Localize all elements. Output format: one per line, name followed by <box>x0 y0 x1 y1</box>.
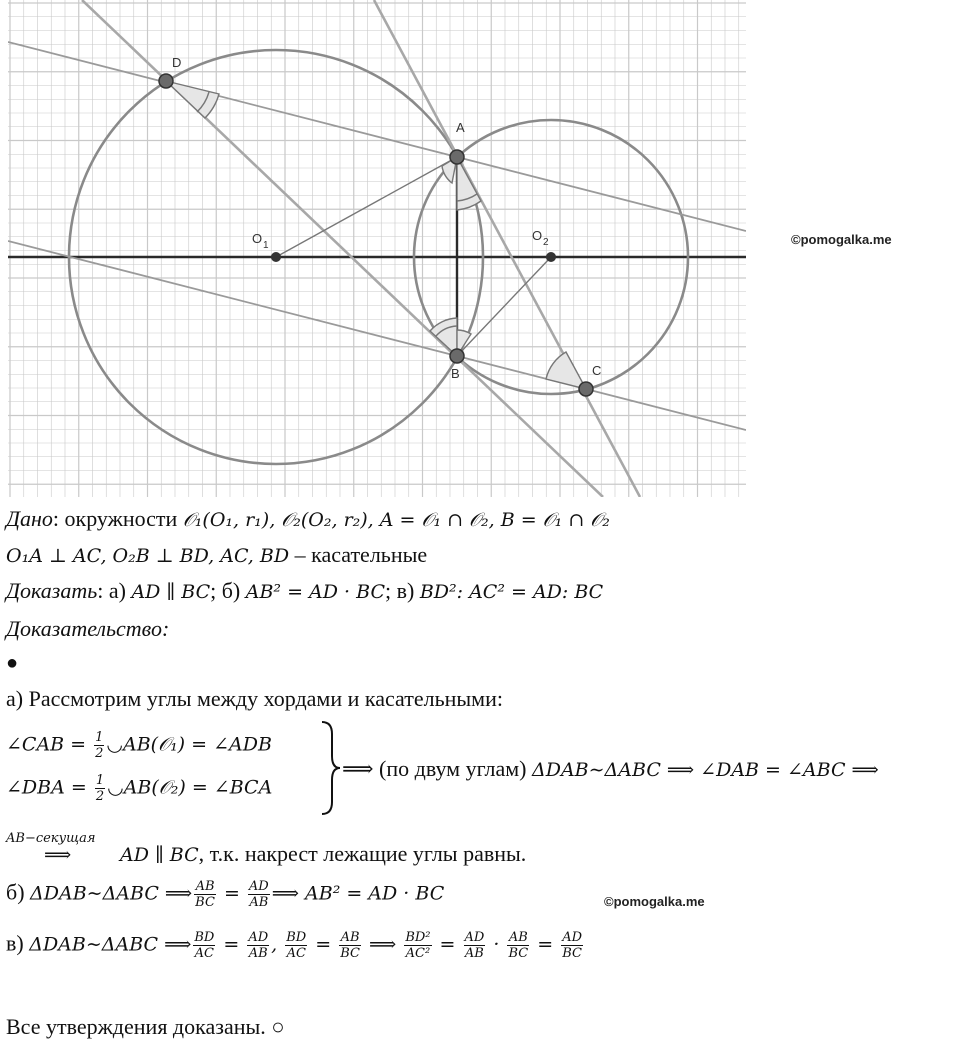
eq2-left: ∠DBA = <box>6 776 93 799</box>
parallel-line <box>44 841 71 867</box>
given-formula-2: O₁A ⊥ AC, O₂B ⊥ BD, AC, BD <box>6 545 290 567</box>
fraction-ad-ab: $\frac{AD}{AB}$ <box>248 879 269 910</box>
eq1 <box>6 730 272 761</box>
grid <box>8 0 746 497</box>
step-c-formula-1: ΔDAB∼ΔABC ⟹ <box>29 933 192 956</box>
prove-b-formula: AB² = AD · BC <box>245 581 385 603</box>
prove-line <box>6 578 603 604</box>
step-b <box>6 879 444 910</box>
label-d: D <box>172 55 182 70</box>
given-label: Дано <box>6 506 53 531</box>
prove-c-formula: BD²: AC² = AD: BC <box>419 581 604 603</box>
eq2-right: ◡AB(𝒪₂) = ∠BCA <box>107 776 273 799</box>
tangent-bd <box>82 0 603 497</box>
given-line-2 <box>6 542 427 568</box>
label-o1: O <box>252 231 263 246</box>
eq2 <box>6 773 272 804</box>
secant-note-text: AB−секущая <box>6 831 96 846</box>
given-text-1: : окружности <box>52 506 183 531</box>
comma: , <box>271 933 284 956</box>
fraction-bd2-ac2: $\frac{\text{BD²}}{\text{AC²}}$ <box>405 930 431 961</box>
eq1-left: ∠CAB = <box>6 733 93 756</box>
fraction-ab-bc: $\frac{AB}{BC}$ <box>195 879 215 910</box>
implies-by-two-angles: ⟹ (по двум углам) <box>342 756 532 781</box>
label-a: A <box>456 120 465 135</box>
half-fraction-1: $\frac{1}{2}$ <box>95 730 104 761</box>
fraction-bd-ac-2: $\frac{BD}{AC}$ <box>286 930 307 961</box>
right-brace <box>318 720 342 816</box>
prove-c: ; в) <box>384 578 420 603</box>
label-o1-sub: 1 <box>263 240 269 251</box>
step-c-label: в) <box>6 930 30 956</box>
implies-arrow: ⟹ <box>44 844 72 866</box>
step-b-formula-2: ⟹ AB² = AD · BC <box>271 882 445 905</box>
radius-o1a <box>276 157 457 257</box>
construction <box>8 0 746 497</box>
angle-marker-c <box>546 352 586 389</box>
equals: = <box>217 882 246 905</box>
prove-a: : а) <box>97 578 132 603</box>
equals: = <box>217 933 246 956</box>
parallel-conclusion <box>120 841 526 867</box>
point-o1 <box>271 252 281 262</box>
fraction-ad-ab: $\frac{AD}{AB}$ <box>248 930 269 961</box>
step-b-formula-1: ΔDAB∼ΔABC ⟹ <box>30 882 193 905</box>
fraction-ad-ab-2: $\frac{AD}{AB}$ <box>464 930 485 961</box>
dot: · <box>487 933 506 956</box>
step-c <box>6 930 585 961</box>
geometry-figure <box>0 0 960 500</box>
point-o2 <box>546 252 556 262</box>
label-o2: O <box>532 228 543 243</box>
label-o2-sub: 2 <box>543 237 549 248</box>
equals: = <box>309 933 338 956</box>
label-b: B <box>451 366 460 381</box>
point-a <box>450 150 464 164</box>
prove-b: ; б) <box>210 578 246 603</box>
half-fraction-2: $\frac{1}{2}$ <box>95 773 105 804</box>
given-line-1 <box>6 506 610 532</box>
line-da <box>8 42 746 231</box>
fraction-ab-bc-2: $\frac{AB}{BC}$ <box>508 930 529 961</box>
point-b <box>450 349 464 363</box>
equals: = <box>531 933 560 956</box>
conclusion: Все утверждения доказаны. ○ <box>6 1014 285 1039</box>
step-b-label: б) <box>6 879 31 905</box>
bullet: ● <box>6 652 19 674</box>
step-a-intro: а) Рассмотрим углы между хордами и касательными: <box>6 686 503 711</box>
label-c: C <box>592 363 602 378</box>
implies: ⟹ <box>362 933 403 956</box>
eq1-right: ◡AB(𝒪₁) = ∠ADB <box>106 733 272 756</box>
similarity-line <box>342 756 879 782</box>
watermark-top: ©pomogalka.me <box>791 232 892 247</box>
prove-label: Доказать <box>6 578 98 603</box>
proof-label: Доказательство: <box>6 616 170 641</box>
given-formula-1: 𝒪₁(O₁, r₁), 𝒪₂(O₂, r₂), A = 𝒪₁ ∩ 𝒪₂, B = 𝒪₁ ∩ 𝒪₂ <box>182 509 610 531</box>
parallel-formula: AD ∥ BC <box>120 844 199 866</box>
prove-a-formula: AD ∥ BC <box>131 581 211 603</box>
point-d <box>159 74 173 88</box>
watermark-mid: ©pomogalka.me <box>604 894 705 909</box>
point-c <box>579 382 593 396</box>
fraction-ab-bc: $\frac{AB}{BC}$ <box>340 930 360 961</box>
equals: = <box>433 933 462 956</box>
fraction-bd-ac: $\frac{BD}{AC}$ <box>194 930 215 961</box>
given-text-2: – касательные <box>289 542 428 567</box>
parallel-reason: , т.к. накрест лежащие углы равны. <box>198 841 527 866</box>
similarity-formula: ΔDAB∼ΔABC ⟹ ∠DAB = ∠ABC ⟹ <box>532 759 879 781</box>
fraction-ad-bc: $\frac{AD}{BC}$ <box>562 930 582 961</box>
